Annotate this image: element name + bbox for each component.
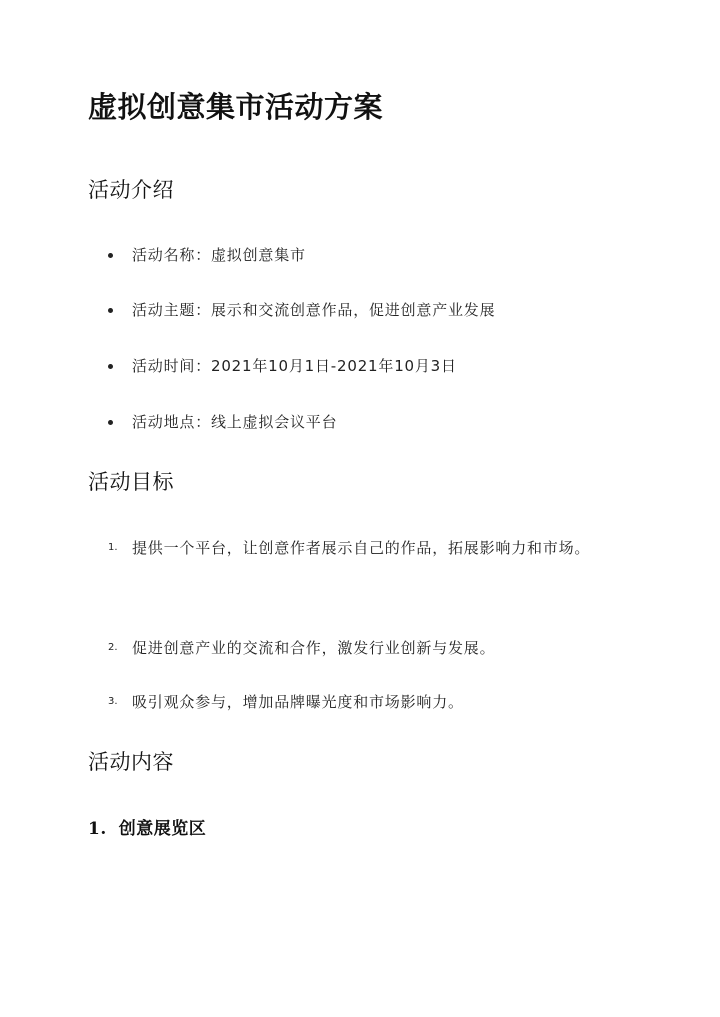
section-heading-content: 活动内容	[88, 750, 174, 774]
list-item-text: 提供一个平台，让创意作者展示自己的作品，拓展影响力和市场。	[132, 539, 591, 557]
subsection-number: 1.	[88, 819, 107, 839]
list-item	[108, 622, 628, 674]
list-item	[108, 522, 628, 574]
list-item-number: 1.	[108, 542, 118, 553]
bullet-icon	[108, 253, 113, 258]
list-item-number: 2.	[108, 642, 118, 653]
bullet-icon	[108, 420, 113, 425]
bullet-icon	[108, 364, 113, 369]
subsection-heading	[88, 816, 206, 842]
list-item-text: 活动地点：线上虚拟会议平台	[132, 413, 338, 431]
list-item-text: 吸引观众参与，增加品牌曝光度和市场影响力。	[132, 693, 464, 711]
section-heading-goals: 活动目标	[88, 470, 174, 494]
list-item-number: 3.	[108, 696, 118, 707]
list-item-text: 活动名称：虚拟创意集市	[132, 246, 306, 264]
bullet-icon	[108, 308, 113, 313]
page-title: 虚拟创意集市活动方案	[88, 90, 384, 124]
list-item-text: 促进创意产业的交流和合作，激发行业创新与发展。	[132, 639, 496, 657]
list-item	[108, 676, 628, 728]
list-item-text: 活动时间：2021年10月1日-2021年10月3日	[132, 357, 457, 375]
subsection-title: 创意展览区	[118, 819, 207, 839]
section-heading-intro: 活动介绍	[88, 178, 174, 202]
list-item-text: 活动主题：展示和交流创意作品，促进创意产业发展	[132, 301, 496, 319]
